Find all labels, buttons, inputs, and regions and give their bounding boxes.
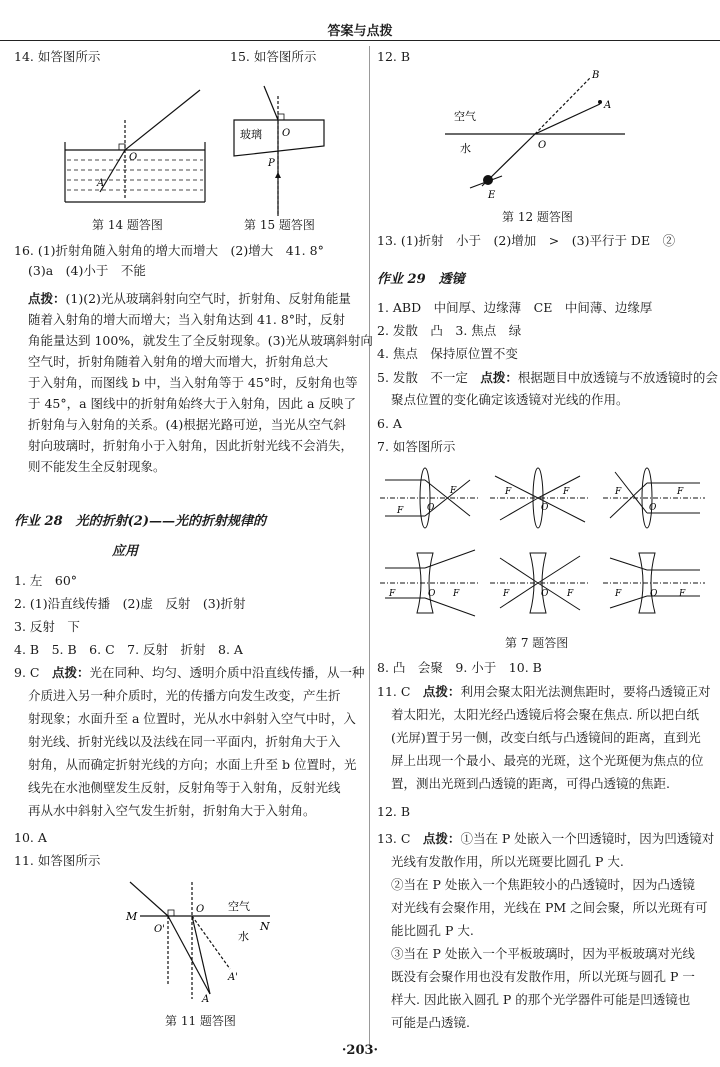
fig7-f-4b: F	[453, 589, 460, 599]
q9-line-1: 9. C 点拨：光在同种、均匀、透明介质中沿直线传播，从一种	[14, 665, 365, 680]
q13r-line-1: 13. C 点拨：①当在 P 处嵌入一个凹透镜时，因为凹透镜对	[377, 831, 715, 846]
q11r-tip-line-2: 着太阳光，太阳光经凸透镜后将会聚在焦点. 所以把白纸	[391, 707, 699, 722]
q16-tip-line-9: 则不能发生全反射现象。	[28, 459, 166, 474]
fig7-o-4: O	[428, 589, 436, 599]
page-number: ·203·	[341, 1043, 379, 1058]
figure-15	[228, 78, 348, 218]
q11-label: 11. 如答图所示	[14, 853, 101, 868]
fig7-f-6a: F	[615, 589, 622, 599]
q16-tip-line-5: 于入射角，而图线 b 中，当入射角等于 45°时，反射角也等	[28, 375, 358, 390]
q11r-tip-line-3: (光屏)置于另一侧，改变白纸与凸透镜间的距离，直到光	[391, 730, 701, 745]
q11r-line-1: 11. C 点拨：利用会聚太阳光法测焦距时，要将凸透镜正对	[377, 684, 711, 699]
section-28-title-1: 作业 28 光的折射(2)——光的折射规律的	[14, 514, 266, 529]
s28-answer-1: 1. 左 60°	[14, 573, 78, 588]
fig7-o-6: O	[650, 589, 658, 599]
q13r-tip-line-8: 样大. 因此嵌入圆孔 P 的那个光学器件可能是凹透镜也	[391, 992, 691, 1007]
q16-tip-line-8: 射向玻璃时，折射角小于入射角，因此折射光线不会消失，	[28, 438, 354, 453]
fig12-label-air: 空气	[454, 110, 476, 123]
q11r-tip-line-5: 置，测出光斑到凸透镜的距离，可得凸透镜的焦距.	[391, 776, 670, 791]
fig7-f-5b: F	[567, 589, 574, 599]
figure-14	[55, 80, 215, 210]
fig15-caption: 第 15 题答图	[244, 218, 315, 232]
fig12-label-e: E	[488, 190, 496, 201]
q9-tip-line-5: 射角，从而确定折射光线的方向；水面上升至 b 位置时，光	[28, 757, 357, 772]
fig14-caption: 第 14 题答图	[92, 218, 163, 232]
figure-12	[440, 66, 630, 201]
figure-11	[110, 874, 280, 1004]
q12-label: 12. B	[377, 49, 411, 64]
s28-answer-3: 3. 反射 下	[14, 619, 80, 634]
s29-answer-3: 4. 焦点 保持原位置不变	[377, 346, 518, 361]
q11r-tip-line-4: 屏上出现一个最小、最亮的光斑，这个光斑便为焦点的位	[391, 753, 704, 768]
fig11-label-m: M	[126, 910, 138, 923]
q13r-tip-line-4: 对光线有会聚作用，光线在 PM 之间会聚，所以光斑有可	[391, 900, 708, 915]
page-header	[0, 0, 720, 44]
fig11-label-o-prime: O'	[154, 924, 165, 935]
q7-label: 7. 如答图所示	[377, 439, 456, 454]
s28-answer-2: 2. (1)沿直线传播 (2)虚 反射 (3)折射	[14, 596, 246, 611]
q13r-tip-line-6: ③当在 P 处嵌入一个平板玻璃时，因为平板玻璃对光线	[391, 946, 695, 961]
q8-9-10-label: 8. 凸 会聚 9. 小于 10. B	[377, 660, 542, 675]
q9-tip-line-4: 射光线、折射光线以及法线在同一平面内，折射角大于入	[28, 734, 341, 749]
q16-tip-line-7: 折射角与入射角的关系。(4)根据光路可逆，当光从空气斜	[28, 417, 346, 432]
q5-line-1: 5. 发散 不一定 点拨：根据题目中放透镜与不放透镜时的会	[377, 370, 718, 385]
fig12-caption: 第 12 题答图	[502, 210, 573, 224]
fig7-o-2: O	[541, 503, 549, 513]
q6-label: 6. A	[377, 416, 402, 431]
fig7-f-3b: F	[677, 487, 684, 497]
q5-tip-line-2: 聚点位置的变化确定该透镜对光线的作用。	[391, 392, 629, 407]
q10-label: 10. A	[14, 830, 47, 845]
fig11-label-a-prime: A'	[228, 972, 238, 983]
fig11-label-n: N	[260, 920, 270, 933]
q5-tip-label: 点拨：	[480, 370, 518, 385]
q9-tip-line-3: 射现象；水面升至 a 位置时，光从水中斜射入空气中时，入	[28, 711, 356, 726]
s29-answer-1: 1. ABD 中间厚、边缘薄 CE 中间薄、边缘厚	[377, 300, 653, 315]
fig7-f-2a: F	[505, 487, 512, 497]
fig7-o-1: O	[427, 503, 435, 513]
q16-tip-line-6: 于 45°，a 图线中的折射角始终大于入射角，因此 a 反映了	[28, 396, 356, 411]
q16-tip-line-1: 点拨：(1)(2)光从玻璃斜射向空气时，折射角、反射角能量	[28, 291, 351, 306]
q9-tip-label: 点拨：	[51, 665, 90, 680]
fig12-label-water: 水	[460, 142, 471, 155]
q13r-tip-label: 点拨：	[422, 831, 461, 846]
q16-line-2: (3)a (4)小于 不能	[28, 263, 146, 278]
fig14-label-o: O	[129, 152, 138, 163]
fig15-label-o: O	[282, 128, 291, 139]
fig12-label-o: O	[538, 140, 547, 151]
fig12-label-a: A	[604, 100, 612, 111]
section-29-title: 作业 29 透镜	[377, 272, 465, 287]
q9-tip-line-2: 介质进入另一种介质时，光的传播方向发生改变，产生折	[28, 688, 341, 703]
fig7-f-2b: F	[563, 487, 570, 497]
fig7-o-3: O	[649, 503, 657, 513]
s28-answer-4: 4. B 5. B 6. C 7. 反射 折射 8. A	[14, 642, 243, 657]
q13r-tip-line-2: 光线有发散作用，所以光斑要比圆孔 P 大.	[391, 854, 624, 869]
fig7-caption: 第 7 题答图	[505, 636, 569, 650]
fig7-f-3a: F	[615, 487, 622, 497]
q13r-tip-line-9: 可能是凸透镜.	[391, 1015, 470, 1030]
fig11-label-water: 水	[238, 930, 249, 943]
header-title: 答案与点拨	[327, 24, 393, 39]
fig7-f-6b: F	[679, 589, 686, 599]
fig11-label-a: A	[202, 994, 210, 1004]
q12r-label: 12. B	[377, 804, 411, 819]
fig11-caption: 第 11 题答图	[165, 1014, 236, 1028]
figure-7	[375, 458, 710, 628]
q16-line-1: 16. (1)折射角随入射角的增大而增大 (2)增大 41. 8°	[14, 243, 324, 258]
q13-label: 13. (1)折射 小于 (2)增加 > (3)平行于 DE ②	[377, 233, 676, 248]
q9-tip-line-7: 再从水中斜射入空气发生折射，折射角大于入射角。	[28, 803, 316, 818]
column-divider	[369, 46, 370, 1046]
q16-tip-label: 点拨：	[28, 291, 66, 306]
fig7-o-5: O	[541, 589, 549, 599]
q13r-tip-line-3: ②当在 P 处嵌入一个焦距较小的凸透镜时，因为凸透镜	[391, 877, 695, 892]
q13r-tip-line-5: 能比圆孔 P 大.	[391, 923, 474, 938]
fig7-f-5a: F	[503, 589, 510, 599]
q15-label: 15. 如答图所示	[230, 49, 317, 64]
fig12-label-b: B	[592, 70, 600, 81]
q9-tip-line-6: 线先在水池侧壁发生反射，反射角等于入射角，反射光线	[28, 780, 341, 795]
fig7-f-1b: F	[450, 486, 457, 496]
q11r-tip-label: 点拨：	[422, 684, 461, 699]
fig7-f-4a: F	[389, 589, 396, 599]
fig11-label-o: O	[196, 904, 205, 915]
s29-answer-2: 2. 发散 凸 3. 焦点 绿	[377, 323, 522, 338]
fig14-label-a: A	[97, 178, 105, 189]
fig7-f-1a: F	[397, 506, 404, 516]
fig11-label-air: 空气	[228, 900, 250, 913]
q16-tip-line-3: 角能量达到 100%，就发生了全反射现象。(3)光从玻璃斜射向	[28, 333, 373, 348]
q16-tip-line-2: 随着入射角的增大而增大；当入射角达到 41. 8°时，反射	[28, 312, 346, 327]
section-28-title-2: 应用	[112, 544, 139, 559]
q16-tip-line-4: 空气时，折射角随着入射角的增大而增大，折射角总大	[28, 354, 329, 369]
q14-label: 14. 如答图所示	[14, 49, 101, 64]
header-rule	[0, 40, 720, 41]
fig15-label-glass: 玻璃	[240, 128, 262, 141]
fig15-label-p: P	[268, 158, 275, 169]
q13r-tip-line-7: 既没有会聚作用也没有发散作用，所以光斑与圆孔 P 一	[391, 969, 695, 984]
